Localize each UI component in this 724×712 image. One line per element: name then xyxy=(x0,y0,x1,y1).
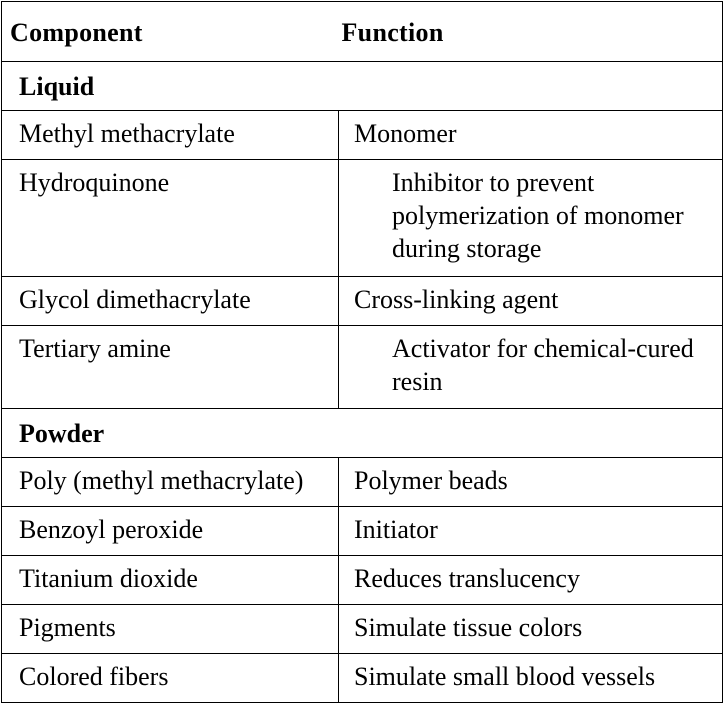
component-name: Pigments xyxy=(19,613,116,642)
section-title: Powder xyxy=(19,419,105,448)
function-text: Monomer xyxy=(354,119,457,148)
section-title: Liquid xyxy=(19,72,95,101)
component-cell xyxy=(2,277,339,326)
function-text: Polymer beads xyxy=(354,466,508,495)
component-name: Hydroquinone xyxy=(19,168,170,197)
component-cell xyxy=(2,458,339,507)
function-cell xyxy=(339,507,723,556)
table-row xyxy=(2,277,723,326)
section-row-powder xyxy=(2,409,723,458)
function-cell xyxy=(339,556,723,605)
function-cell xyxy=(339,605,723,654)
section-row-liquid xyxy=(2,62,723,111)
component-cell xyxy=(2,160,339,277)
table-row xyxy=(2,507,723,556)
function-text: Cross-linking agent xyxy=(354,285,559,314)
table-row xyxy=(2,605,723,654)
function-text: Activator for chemical-cured resin xyxy=(392,334,694,396)
header-cell-function xyxy=(339,2,723,62)
component-name: Poly (methyl methacrylate) xyxy=(19,466,304,495)
function-cell xyxy=(339,654,723,703)
section-cell xyxy=(2,409,723,458)
component-cell xyxy=(2,507,339,556)
table-row xyxy=(2,160,723,277)
composition-table xyxy=(1,1,723,703)
function-cell xyxy=(339,111,723,160)
component-cell xyxy=(2,111,339,160)
header-row xyxy=(2,2,723,62)
component-cell xyxy=(2,605,339,654)
function-cell xyxy=(339,160,723,277)
section-cell xyxy=(2,62,723,111)
function-cell xyxy=(339,326,723,409)
function-cell xyxy=(339,458,723,507)
column-header-component: Component xyxy=(10,18,143,47)
component-name: Colored fibers xyxy=(19,662,169,691)
table-row xyxy=(2,326,723,409)
component-cell xyxy=(2,326,339,409)
function-cell xyxy=(339,277,723,326)
component-name: Benzoyl peroxide xyxy=(19,515,204,544)
component-name: Tertiary amine xyxy=(19,334,171,363)
function-text: Reduces translucency xyxy=(354,564,580,593)
function-text: Simulate small blood vessels xyxy=(354,662,656,691)
component-name: Glycol dimethacrylate xyxy=(19,285,251,314)
function-text: Simulate tissue colors xyxy=(354,613,583,642)
function-text: Initiator xyxy=(354,515,438,544)
component-name: Titanium dioxide xyxy=(19,564,198,593)
component-cell xyxy=(2,556,339,605)
component-cell xyxy=(2,654,339,703)
header-cell-component xyxy=(2,2,339,62)
table-row xyxy=(2,458,723,507)
component-name: Methyl methacrylate xyxy=(19,119,235,148)
table-row xyxy=(2,556,723,605)
function-text: Inhibitor to prevent polymerization of monomer during storage xyxy=(392,168,684,263)
column-header-function: Function xyxy=(341,18,444,47)
table-row xyxy=(2,111,723,160)
table-row xyxy=(2,654,723,703)
